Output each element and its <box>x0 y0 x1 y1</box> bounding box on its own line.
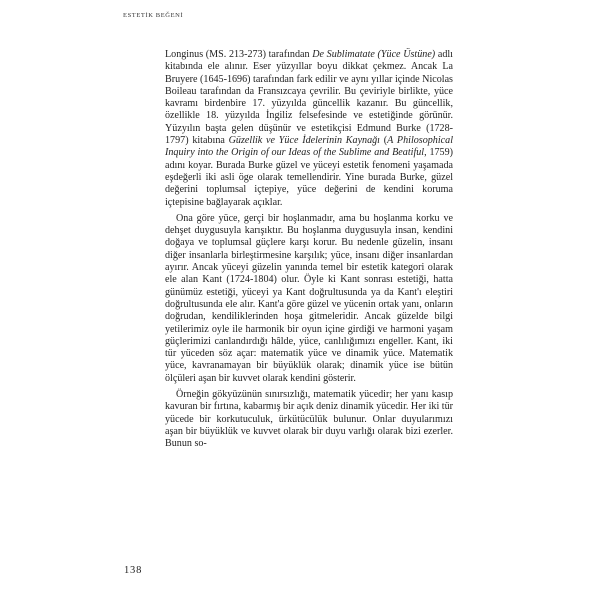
italic-title-run: A Philosophical Inquiry into the Origin of our Ideas of the Sublime and Beatiful <box>165 135 453 159</box>
page-number: 138 <box>124 565 143 576</box>
text-run: ( <box>380 135 388 147</box>
paragraph-2: Ona göre yüce, gerçi bir hoşlanmadır, ama bu hoşlanma korku ve dehşet duygusuyla karışıktır. Bu hoşlanma duygusuyla insan, kendini doğaya ve toplumsal güçlere karşı korur. Bu nedenle güzelin, insanı diğer insanlarla birleştirmesine karşılık; yüce, insanı diğer insanlardan ayırır. Ancak yüceyi güzelin yanında temel bir estetik kategori olarak ele alan Kant (1724-1804) olur. Öyle ki Kant sonrası estetiği, hatta günümüz estetiği, yüceyi ya Kant doğrultusunda ya da Kant'ı eleştiri doğrultusunda ele alır. Kant'a göre güzel ve yücenin ortak yanı, onların doğrudan, kendiliklerinden hoşa gitmeleridir. Ancak güzelde bilgi yetilerimiz oyle ile harmonik bir oyun içine girdiği ve harmoni yaşam güçlerimizi canlandırdığı hâlde, yüce, canlılığımızı engeller. Kant, iki tür yüceden söz açar: matematik yüce ve dinamik yüce. Matematik yüce, kavranamayan bir büyüklük olarak; dinamik yüce ise bütün ölçüleri aşan bir kuvvet olarak kendini gösterir. <box>165 212 453 384</box>
body-text <box>165 49 453 451</box>
italic-title-run: Güzellik ve Yüce İdelerinin Kaynağı <box>228 135 380 147</box>
paragraph-3: Örneğin gökyüzünün sınırsızlığı, matematik yücedir; her yanı kasıp kavuran bir fırtına, kabarmış bir açık deniz dinamik yücedir. Her iki tür yücede bir korkutuculuk, ürkütücülük bulunur. Onlar duyularımızı aşan bir büyüklük ve kuvvet olarak bir duyu varlığı olarak bizi ezerler. Bunun so- <box>165 389 453 450</box>
text-run: adlı kitabında ele alınır. Eser yüzyıllar boyu dikkat çekmez. Ancak La Bruyere (1645-1696) tarafından fark edilir ve aynı yıllar içinde Nicolas Boileau tarafından da Fransızcaya çevrilir. Bu çeviriyle birlikte, yüce kavramı birdenbire 17. yüzyılda güncellik kazanır. Bu güncellik, özellikle 18. yüzyılda İngiliz felsefesinde ve estetiğinde görünür. Yüzyılın başta gelen düşünür ve estetikçisi Edmund Burke (1728-1797) kitabına <box>165 49 453 147</box>
text-run: , 1759) adını koyar. Burada Burke güzel ve yüceyi estetik fenomeni yaşamada eşdeğerli iki asli öge olarak temellendirir. Yine burada Burke, güzel değerini toplumsal içtepiye, yüce değerini de kendini koruma içtepisine bağlayarak açıklar. <box>165 147 453 208</box>
running-head: ESTETİK BEĞENİ <box>123 12 184 19</box>
italic-title-run: De Sublimatate (Yüce Üstüne) <box>312 49 436 60</box>
paragraph-1 <box>165 49 453 209</box>
text-run: Longinus (MS. 213-273) tarafından <box>165 49 313 60</box>
